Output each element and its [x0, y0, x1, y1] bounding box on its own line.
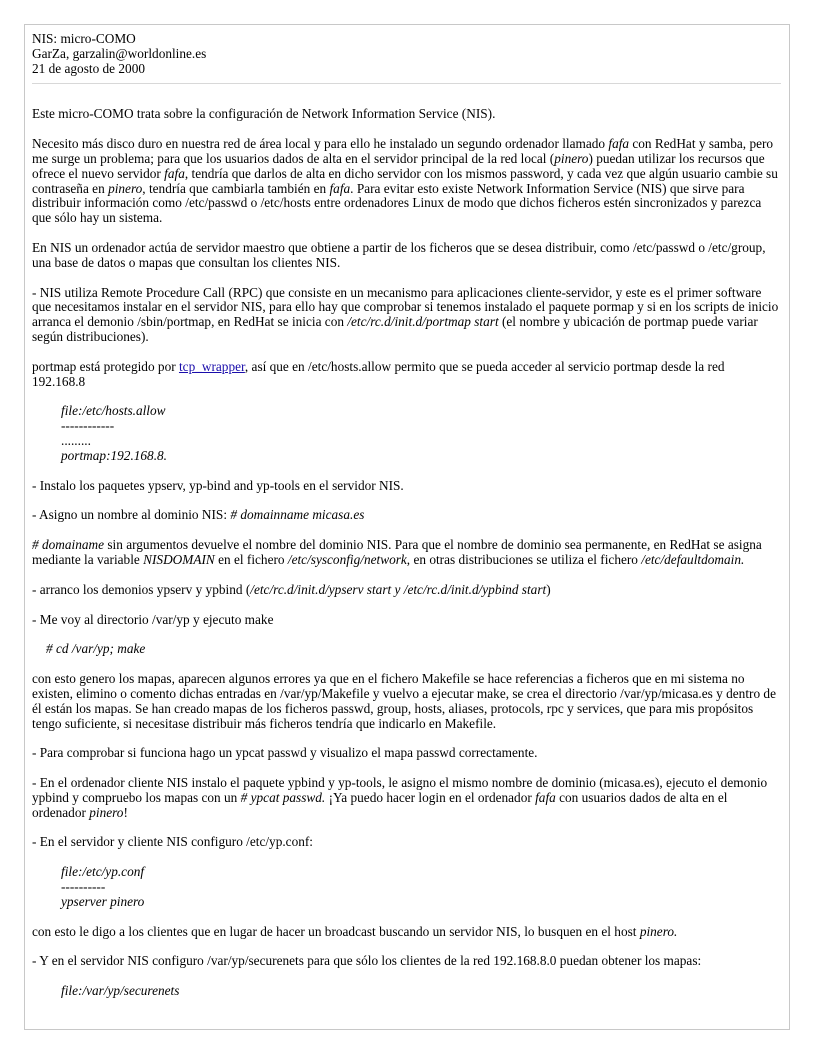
code-make: # cd /var/yp; make	[46, 641, 146, 657]
paragraph-install-packages: - Instalo los paquetes ypserv, yp-bind and yp-tools en el servidor NIS.	[32, 477, 404, 493]
document-body	[25, 25, 789, 999]
paragraph-maps: con esto genero los mapas, aparecen algunos errores ya que en el fichero Makefile se hace referencias a ficheros que en mi sistema no existen, elimino o comento dichas entradas en /var/yp/Makefile y vuelvo a ejecutar make, se crea el directorio /var/yp/micasa.es y dentro de él están los mapas. Se han creado mapas de los ficheros passwd, group, hosts, aliases, protocols, rpc y services, que para mis propósitos tengo suficiente, si necesitase distribuir más ficheros tendría que indicarlo en Makefile.	[32, 671, 776, 731]
paragraph-securenets: - Y en el servidor NIS configuro /var/yp/securenets para que sólo los clientes de la red 192.168.8.0 puedan obtener los mapas:	[32, 953, 702, 969]
doc-author: GarZa, garzalin@worldonline.es	[32, 45, 207, 61]
document-frame	[24, 24, 790, 1030]
tcp-wrapper-link[interactable]: tcp_wrapper	[178, 358, 245, 374]
paragraph-domain-persist: # domainame sin argumentos devuelve el nombre del dominio NIS. Para que el nombre de dominio sea permanente, en RedHat se asigna mediante la variable NISDOMAIN en el fichero /etc/sysconfig/network, en otras distribuciones se utiliza el fichero /etc/defaultdomain.	[32, 537, 762, 567]
paragraph-yp-conf: - En el servidor y cliente NIS configuro /etc/yp.conf:	[32, 834, 313, 850]
paragraph-broadcast: con esto le digo a los clientes que en lugar de hacer un broadcast buscando un servidor NIS, lo busquen en el host pinero.	[32, 923, 678, 939]
doc-title: NIS: micro-COMO	[32, 31, 136, 46]
code-hosts-allow: file:/etc/hosts.allow ------------ ......... portmap:192.168.8.	[61, 403, 168, 463]
header-divider	[32, 83, 781, 84]
paragraph-rpc: - NIS utiliza Remote Procedure Call (RPC) que consiste en un mecanismo para aplicaciones cliente-servidor, y este es el primer software que necesitamos instalar en el servidor NIS, para ello hay que comprobar si tenemos instalado el paquete pormap y si en los scripts de inicio arranca el demonio /sbin/portmap, en RedHat se inicia con /etc/rc.d/init.d/portmap start (el nombre y ubicación de portmap puede variar según distribuciones).	[32, 284, 779, 344]
paragraph-client: - En el ordenador cliente NIS instalo el paquete ypbind y yp-tools, le asigno el mismo nombre de dominio (micasa.es), ejecuto el demonio ypbind y compruebo los mapas con un # ypcat passwd. ¡Ya puedo hacer login en el ordenador fafa con usuarios dados de alta en el ordenador pinero!	[32, 775, 768, 820]
paragraph-nis-overview: En NIS un ordenador actúa de servidor maestro que obtiene a partir de los ficheros que se desea distribuir, como /etc/passwd o /etc/group, una base de datos o mapas que consultan los clientes NIS.	[32, 239, 766, 270]
doc-date: 21 de agosto de 2000	[32, 60, 146, 76]
document-header	[32, 32, 781, 76]
paragraph-make: - Me voy al directorio /var/yp y ejecuto make	[32, 611, 274, 627]
paragraph-intro: Este micro-COMO trata sobre la configuración de Network Information Service (NIS).	[32, 106, 496, 122]
paragraph-domainname: - Asigno un nombre al dominio NIS: # domainname micasa.es	[32, 507, 365, 523]
paragraph-start-daemons: - arranco los demonios ypserv y ypbind (/etc/rc.d/init.d/ypserv start y /etc/rc.d/init.d/ypbind start)	[32, 581, 551, 597]
paragraph-motivation: Necesito más disco duro en nuestra red de área local y para ello he instalado un segundo ordenador llamado fafa con RedHat y samba, pero me surge un problema; para que los usuarios dados de alta en el servidor principal de la red local (pinero) puedan utilizar los recursos que ofrece el nuevo servidor fafa, tendría que darlos de alta en dicho servidor con los mismos password, y cada vez que algún usuario cambie su contraseña en pinero, tendría que cambiarla también en fafa. Para evitar esto existe Network Information Service (NIS) que sirve para distribuir información como /etc/passwd o /etc/hosts entre ordenadores Linux de modo que dichos ficheros estén sincronizados y parezca que sólo hay un sistema.	[32, 136, 778, 226]
paragraph-ypcat: - Para comprobar si funciona hago un ypcat passwd y visualizo el mapa passwd correctamente.	[32, 745, 538, 761]
paragraph-portmap: portmap está protegido por tcp_wrapper, así que en /etc/hosts.allow permito que se pueda acceder al servicio portmap desde la red 192.168.8	[32, 358, 725, 389]
code-yp-conf: file:/etc/yp.conf ---------- ypserver pinero	[61, 864, 145, 909]
code-securenets: file:/var/yp/securenets	[61, 983, 180, 999]
